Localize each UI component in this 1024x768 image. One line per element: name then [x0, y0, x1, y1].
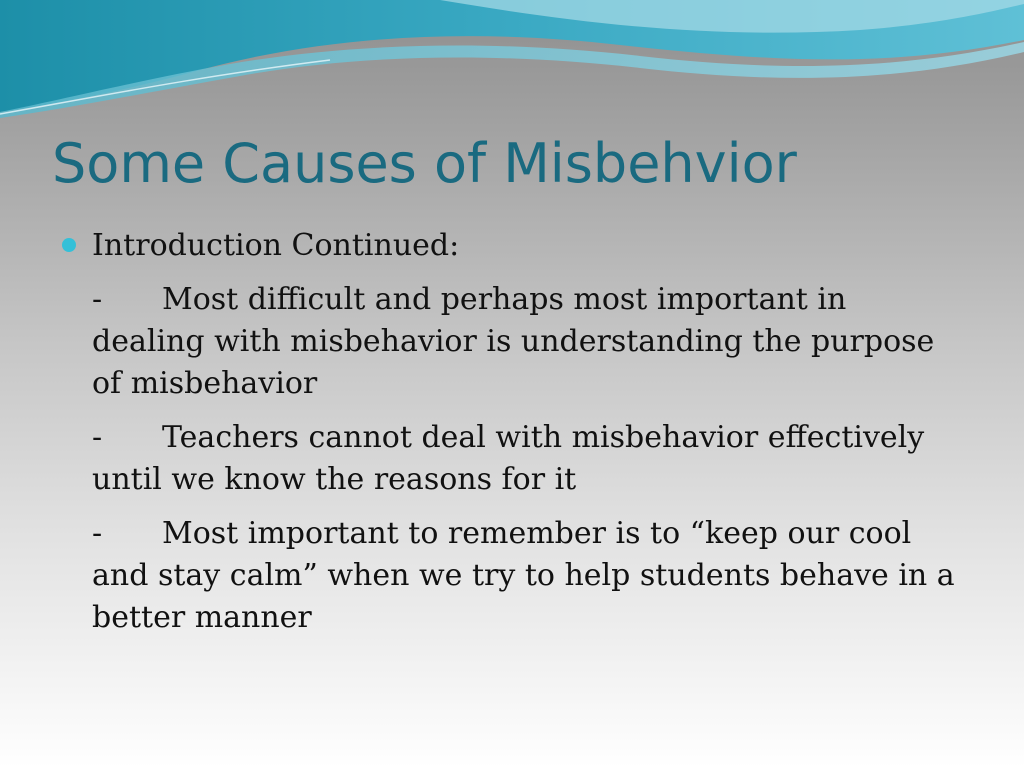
sub-item-text: Most important to remember is to “keep our cool and stay calm” when we try to help students behave in a better manner — [92, 516, 955, 635]
slide-title: Some Causes of Misbehvior — [52, 132, 797, 195]
dash-marker: - — [92, 516, 103, 551]
sub-item — [62, 513, 962, 639]
sub-item — [62, 279, 962, 405]
bullet-text: Introduction Continued: — [92, 228, 460, 263]
sub-item — [62, 417, 962, 501]
sub-item-text: Most difficult and perhaps most important in dealing with misbehavior is understanding the purpose of misbehavior — [92, 282, 935, 401]
slide-body — [62, 225, 962, 651]
header-wave-decoration — [0, 0, 1024, 120]
bullet-item — [62, 225, 962, 267]
sub-item-text: Teachers cannot deal with misbehavior effectively until we know the reasons for it — [92, 420, 925, 497]
dash-marker: - — [92, 282, 103, 317]
bullet-dot-icon — [62, 238, 76, 252]
dash-marker: - — [92, 420, 103, 455]
